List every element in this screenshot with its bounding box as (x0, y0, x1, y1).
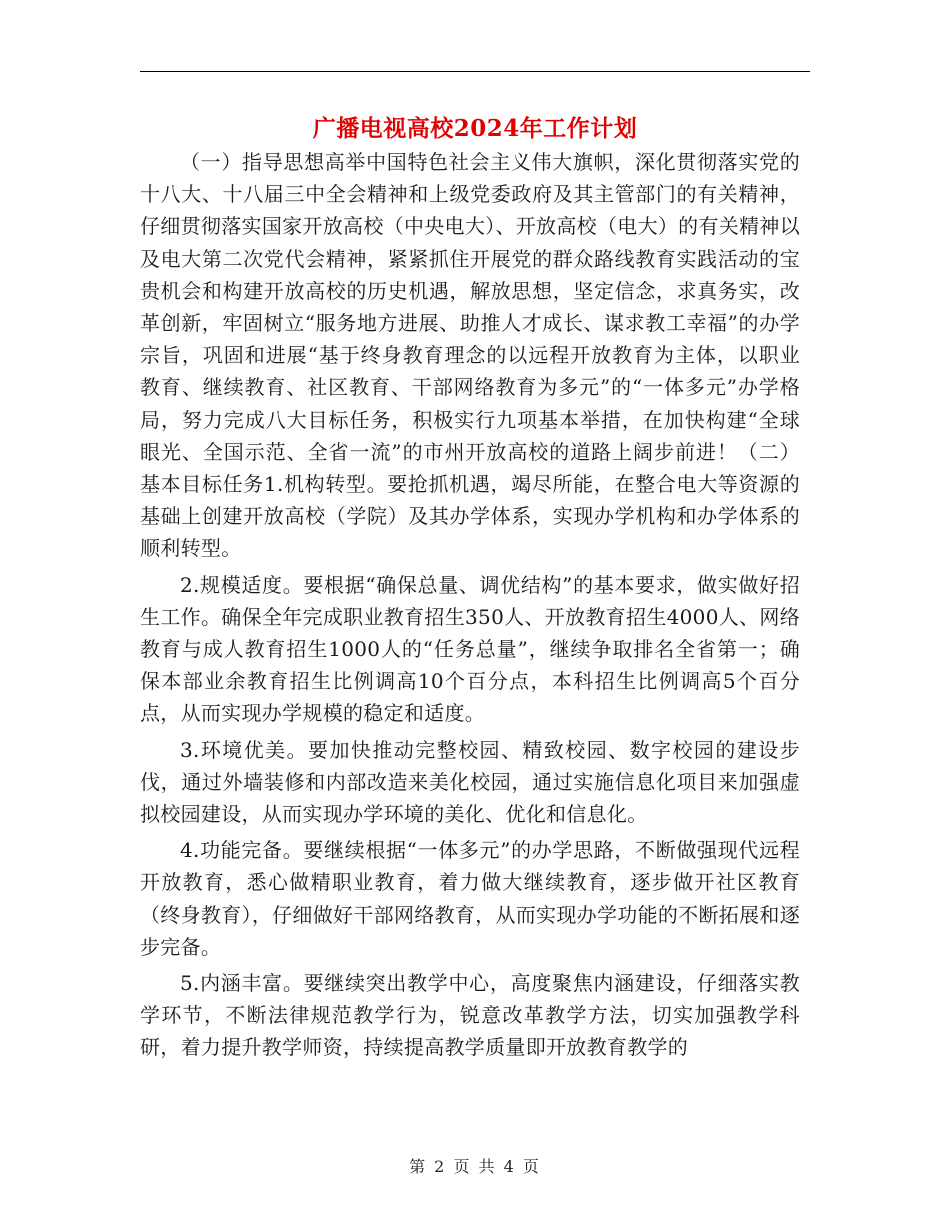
document-body (140, 146, 800, 1068)
paragraph-connotation: 5.内涵丰富。要继续突出教学中心，高度聚焦内涵建设，仔细落实教学环节，不断法律规范教学行为，锐意改革教学方法，切实加强教学科研，着力提升教学师资，持续提高教学质量即开放教育教学的 (140, 971, 800, 1060)
document-title: 广播电视高校2024年工作计划 (312, 115, 638, 142)
paragraph-function: 4.功能完备。要继续根据“一体多元”的办学思路，不断做强现代远程开放教育，悉心做精职业教育，着力做大继续教育，逐步做开社区教育（终身教育），仔细做好干部网络教育，从而实现办学功能的不断拓展和逐步完备。 (140, 838, 800, 959)
paragraph-environment: 3.环境优美。要加快推动完整校园、精致校园、数字校园的建设步伐，通过外墙装修和内部改造来美化校园，通过实施信息化项目来加强虚拟校园建设，从而实现办学环境的美化、优化和信息化。 (140, 737, 800, 827)
paragraph-scale: 2.规模适度。要根据“确保总量、调优结构”的基本要求，做实做好招生工作。确保全年完成职业教育招生350人、开放教育招生4000人、网络教育与成人教育招生1000人的“任务总量”，继续争取排名全省第一；确保本部业余教育招生比例调高10个百分点，本科招生比例调高5个百分点，从而实现办学规模的稳定和适度。 (140, 572, 800, 726)
page-number: 第 2 页 共 4 页 (409, 1157, 541, 1176)
header-rule (140, 71, 810, 72)
paragraph-guiding-ideology: （一）指导思想高举中国特色社会主义伟大旗帜，深化贯彻落实党的十八大、十八届三中全会精神和上级党委政府及其主管部门的有关精神，仔细贯彻落实国家开放高校（中央电大）、开放高校（电大）的有关精神以及电大第二次党代会精神，紧紧抓住开展党的群众路线教育实践活动的宝贵机会和构建开放高校的历史机遇，解放思想，坚定信念，求真务实，改革创新，牢固树立“服务地方进展、助推人才成长、谋求教工幸福”的办学宗旨，巩固和进展“基于终身教育理念的以远程开放教育为主体，以职业教育、继续教育、社区教育、干部网络教育为多元”的“一体多元”办学格局，努力完成八大目标任务，积极实行九项基本举措，在加快构建“全球眼光、全国示范、全省一流”的市州开放高校的道路上阔步前进！（二）基本目标任务1.机构转型。要抢抓机遇，竭尽所能，在整合电大等资源的基础上创建开放高校（学院）及其办学体系，实现办学机构和办学体系的顺利转型。 (140, 150, 800, 561)
